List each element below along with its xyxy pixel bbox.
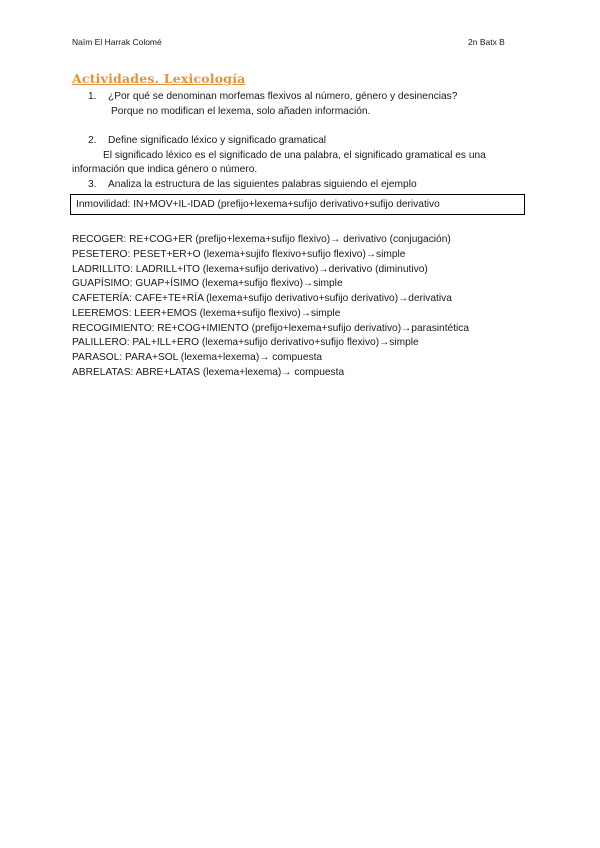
answer-2-line-2: información que indica género o número. bbox=[72, 164, 258, 175]
question-2 bbox=[88, 134, 326, 149]
header-author: Naïm El Harrak Colomé bbox=[72, 37, 162, 47]
answer-1: Porque no modifican el lexema, solo añaden información. bbox=[111, 106, 371, 117]
question-1-text: ¿Por qué se denominan morfemas flexivos al número, género y desinencias? bbox=[108, 91, 458, 102]
analysis-item: GUAPÍSIMO: GUAP+ÍSIMO (lexema+sufijo flexivo)→simple bbox=[72, 278, 343, 290]
analysis-item: PALILLERO: PAL+ILL+ERO (lexema+sufijo derivativo+sufijo flexivo)→simple bbox=[72, 337, 419, 349]
question-3 bbox=[88, 178, 417, 193]
analysis-item: PARASOL: PARA+SOL (lexema+lexema)→ compuesta bbox=[72, 352, 323, 363]
answer-2-line-1: El significado léxico es el significado de una palabra, el significado gramatical es una bbox=[103, 150, 486, 161]
header-course: 2n Batx B bbox=[468, 37, 505, 47]
question-3-text: Analiza la estructura de las siguientes palabras siguiendo el ejemplo bbox=[108, 179, 417, 190]
question-3-number: 3. bbox=[88, 179, 97, 190]
analysis-list bbox=[72, 233, 469, 381]
question-1-number: 1. bbox=[88, 91, 97, 102]
analysis-item: PESETERO: PESET+ER+O (lexema+sujifo flexivo+sufijo flexivo)→simple bbox=[72, 248, 406, 260]
question-2-number: 2. bbox=[88, 135, 97, 146]
page-title: Actividades. Lexicología bbox=[72, 71, 246, 86]
analysis-item: RECOGIMIENTO: RE+COG+IMIENTO (prefijo+lexema+sufijo derivativo)→parasintética bbox=[72, 322, 470, 334]
question-2-text: Define significado léxico y significado gramatical bbox=[108, 135, 327, 146]
analysis-item: LEEREMOS: LEER+EMOS (lexema+sufijo flexivo)→simple bbox=[72, 307, 341, 319]
question-1 bbox=[88, 90, 457, 105]
example-box: Inmovilidad: IN+MOV+IL-IDAD (prefijo+lexema+sufijo derivativo+sufijo derivativo bbox=[70, 194, 525, 215]
analysis-item: CAFETERÍA: CAFE+TE+RÍA (lexema+sufijo derivativo+sufijo derivativo)→derivativa bbox=[72, 293, 452, 304]
analysis-item: ABRELATAS: ABRE+LATAS (lexema+lexema)→ compuesta bbox=[72, 366, 345, 378]
analysis-item: LADRILLITO: LADRILL+ITO (lexema+sufijo derivativo)→derivativo (diminutivo) bbox=[72, 263, 428, 275]
analysis-item: RECOGER: RE+COG+ER (prefijo+lexema+sufijo flexivo)→ derivativo (conjugación) bbox=[72, 234, 451, 245]
